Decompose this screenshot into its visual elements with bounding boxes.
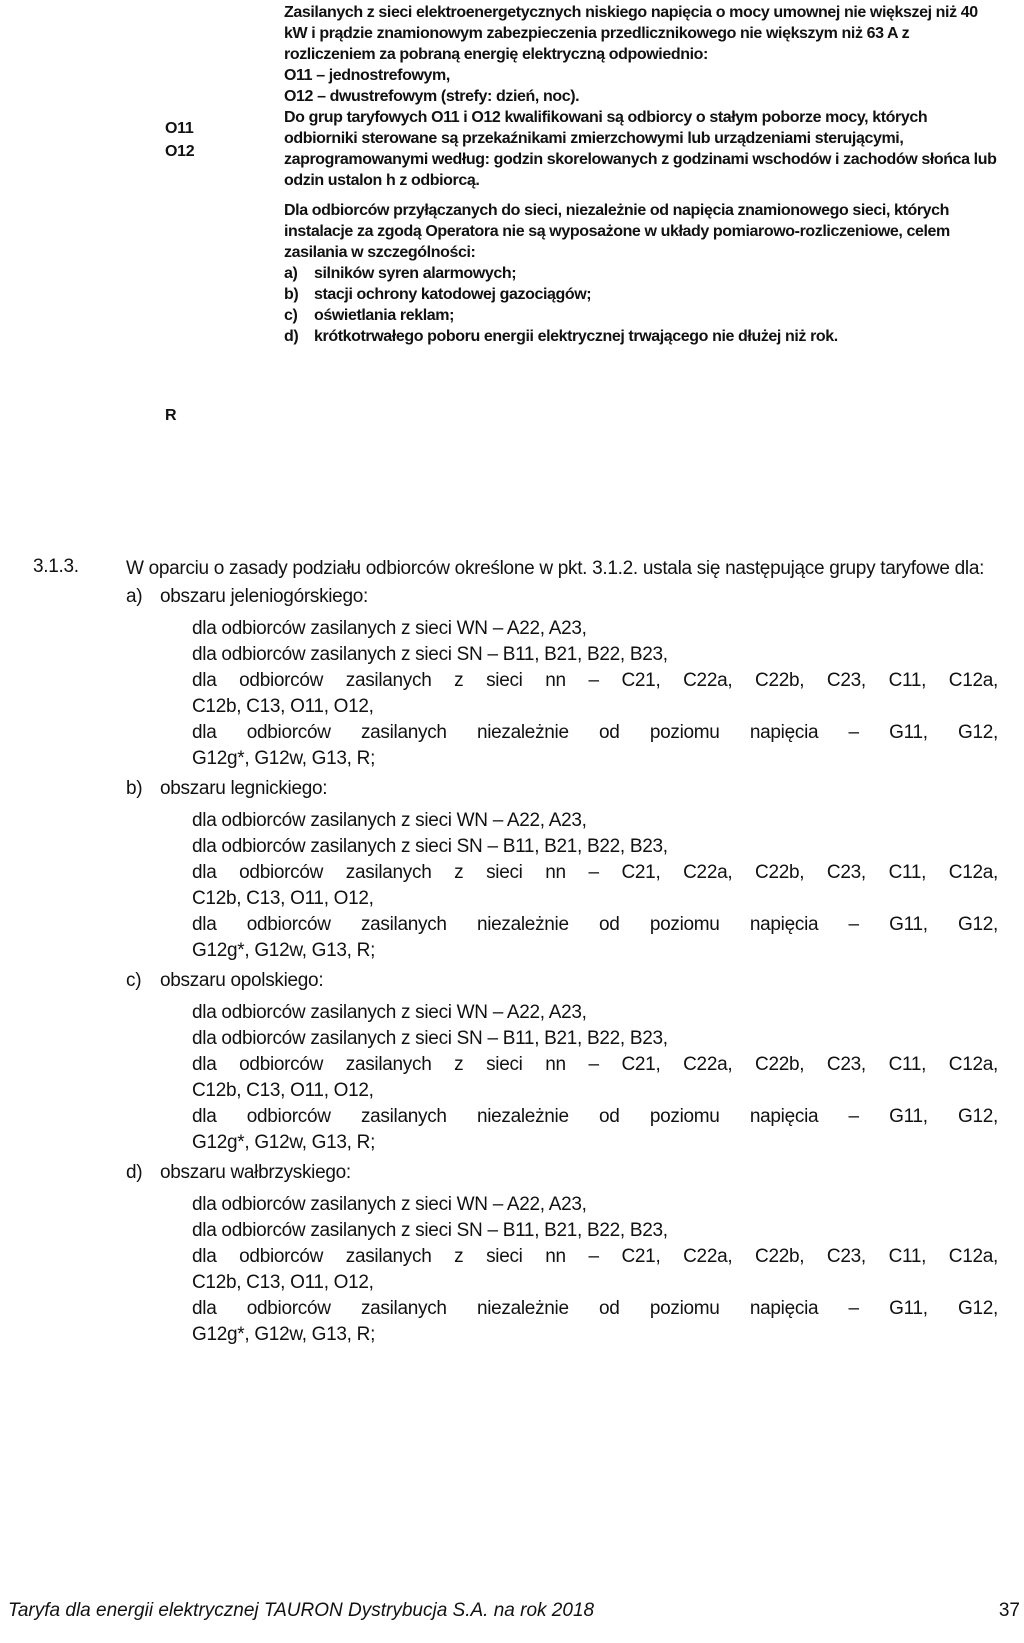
list-item-text: silników syren alarmowych; [314, 265, 517, 282]
code-r: R [165, 407, 177, 424]
list-item-label: c) [284, 307, 298, 324]
area-groups [192, 1192, 998, 1348]
section-number: 3.1.3. [33, 556, 79, 577]
group-o11-text: O11 – jednostrefowym, [284, 67, 450, 84]
group-o12-text: O12 – dwustrefowym (strefy: dzień, noc). [284, 88, 580, 105]
group-line-nn: dla odbiorców zasilanych z sieci nn – C21, C22a, C22b, C23, C11, C12a, [192, 1246, 998, 1267]
group-line-any-cont: G12g*, G12w, G13, R; [192, 1324, 376, 1345]
group-line-nn: dla odbiorców zasilanych z sieci nn – C21, C22a, C22b, C23, C11, C12a, [192, 862, 998, 883]
group-line-sn: dla odbiorców zasilanych z sieci SN – B11, B21, B22, B23, [192, 1028, 668, 1049]
group-line-any-cont: G12g*, G12w, G13, R; [192, 1132, 376, 1153]
area-name: obszaru legnickiego: [160, 778, 328, 799]
group-line-nn: dla odbiorców zasilanych z sieci nn – C21, C22a, C22b, C23, C11, C12a, [192, 670, 998, 691]
group-line-nn: dla odbiorców zasilanych z sieci nn – C21, C22a, C22b, C23, C11, C12a, [192, 1054, 998, 1075]
group-line-any: dla odbiorców zasilanych niezależnie od poziomu napięcia – G11, G12, [192, 914, 998, 935]
area-label: c) [126, 970, 142, 991]
group-line-sn: dla odbiorców zasilanych z sieci SN – B11, B21, B22, B23, [192, 1220, 668, 1241]
group-line-any: dla odbiorców zasilanych niezależnie od poziomu napięcia – G11, G12, [192, 1298, 998, 1319]
footer-title: Taryfa dla energii elektrycznej TAURON Dystrybucja S.A. na rok 2018 [8, 1600, 595, 1621]
list-item-label: d) [284, 328, 299, 345]
group-line-wn: dla odbiorców zasilanych z sieci WN – A22, A23, [192, 618, 587, 639]
list-item [284, 263, 1004, 284]
list-item-text: stacji ochrony katodowej gazociągów; [314, 286, 592, 303]
group-line-any: dla odbiorców zasilanych niezależnie od poziomu napięcia – G11, G12, [192, 1106, 998, 1127]
group-line-wn: dla odbiorców zasilanych z sieci WN – A22, A23, [192, 1194, 587, 1215]
group-line-nn-cont: C12b, C13, O11, O12, [192, 888, 374, 909]
group-line-nn-cont: C12b, C13, O11, O12, [192, 1272, 374, 1293]
group-o-description [284, 2, 1004, 347]
group-line-any: dla odbiorców zasilanych niezależnie od poziomu napięcia – G11, G12, [192, 722, 998, 743]
area-label: b) [126, 778, 143, 799]
page-number: 37 [998, 1600, 1020, 1621]
list-item-label: a) [284, 265, 298, 282]
group-o-intro: Zasilanych z sieci elektroenergetycznych niskiego napięcia o mocy umownej nie większej niż 40 kW i prądzie znamionowym zabezpieczenia przedlicznikowego nie większym niż 63 A z rozliczeniem za pobraną energię elektryczną odpowiednio: [284, 4, 978, 63]
group-line-wn: dla odbiorców zasilanych z sieci WN – A22, A23, [192, 810, 587, 831]
area-title [126, 968, 998, 994]
list-item-label: b) [284, 286, 299, 303]
list-item-text: oświetlania reklam; [314, 307, 455, 324]
area-label: a) [126, 586, 143, 607]
area-title [126, 1160, 998, 1186]
list-item [284, 326, 954, 347]
group-line-any-cont: G12g*, G12w, G13, R; [192, 748, 376, 769]
area-name: obszaru wałbrzyskiego: [160, 1162, 351, 1183]
group-line-any-cont: G12g*, G12w, G13, R; [192, 940, 376, 961]
list-item-text: krótkotrwałego poboru energii elektrycznej trwającego nie dłużej niż rok. [314, 328, 838, 345]
group-o-qualification: Do grup taryfowych O11 i O12 kwalifikowani są odbiorcy o stałym poborze mocy, których odbiorniki sterowane są przekaźnikami zmierzchowymi lub urządzeniami sterującymi, zaprogramowanymi według: godzin skorelowanych z godzinami wschodów i zachodów słońca lub odzin ustalon h z odbiorcą. [284, 109, 997, 189]
area-groups [192, 616, 998, 772]
section-body [126, 556, 998, 1352]
group-line-nn-cont: C12b, C13, O11, O12, [192, 1080, 374, 1101]
group-line-sn: dla odbiorców zasilanych z sieci SN – B11, B21, B22, B23, [192, 644, 668, 665]
section-intro: W oparciu o zasady podziału odbiorców określone w pkt. 3.1.2. ustala się następujące grupy taryfowe dla: [126, 558, 985, 579]
area-name: obszaru opolskiego: [160, 970, 324, 991]
area-label: d) [126, 1162, 143, 1183]
code-o12: O12 [165, 143, 195, 160]
list-item [284, 284, 1004, 305]
list-item [284, 305, 1004, 326]
area-title [126, 776, 998, 802]
area-name: obszaru jeleniogórskiego: [160, 586, 368, 607]
area-groups [192, 1000, 998, 1156]
group-line-wn: dla odbiorców zasilanych z sieci WN – A22, A23, [192, 1002, 587, 1023]
code-o11: O11 [165, 120, 194, 137]
group-r-intro: Dla odbiorców przyłączanych do sieci, niezależnie od napięcia znamionowego sieci, których instalacje za zgodą Operatora nie są wyposażone w układy pomiarowo-rozliczeniowe, celem zasilania w szczególności: [284, 202, 950, 261]
group-line-sn: dla odbiorców zasilanych z sieci SN – B11, B21, B22, B23, [192, 836, 668, 857]
area-groups [192, 808, 998, 964]
area-title [126, 584, 998, 610]
group-line-nn-cont: C12b, C13, O11, O12, [192, 696, 374, 717]
